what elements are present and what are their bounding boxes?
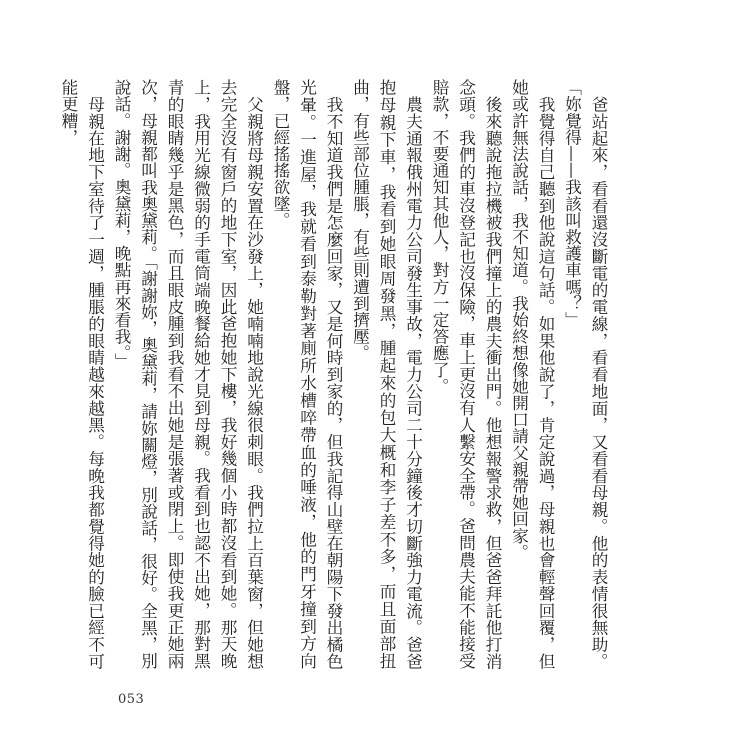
paragraph-2: 我覺得自己聽到他說這句話。如果他說了，肯定說過，母親也會輕聲回覆，但她或許無法說話，我不知道。我始終想像她開口請父親帶她回家。 [509, 79, 555, 669]
paragraph-4: 農夫通報俄州電力公司發生事故，電力公司二十分鐘後才切斷強力電流。爸爸抱母親下車，我看到她眼周發黑，腫起來的包大概和李子差不多，而且面部扭曲，有些部位腫脹，有些則遭到擠壓。 [350, 79, 423, 669]
paragraph-3: 後來聽說拖拉機被我們撞上的農夫衝出門。他想報警求救，但爸爸拜託他打消念頭。我們的車沒登記也沒保險，車上更沒有人繫安全帶。爸問農夫能不能接受賠款，不要通知其他人，對方一定答應了。 [430, 79, 502, 669]
paragraph-1: 爸站起來，看看還沒斷電的電線，看看地面，又看看母親。他的表情很無助。「妳覺得——我該叫救護車嗎？」 [562, 79, 608, 669]
paragraph-7: 母親在地下室待了一週，腫脹的眼睛越來越黑。每晚我都覺得她的臉已經不可能更糟， [59, 79, 105, 669]
paragraph-6: 父親將母親安置在沙發上，她喃喃地說光線很刺眼。我們拉上百葉窗，但她想去完全沒有窗戶的地下室，因此爸抱她下樓，我好幾個小時都沒看到她。那天晚上，我用光線微弱的手電筒端晚餐給她才見到母親。我看到也認不出她，那對黑青的眼睛幾乎是黑色，而且眼皮腫到我看不出她是張著或閉上。即使我更正她兩次，母親都叫我奧黛莉。「謝謝妳，奧黛莉，請妳關燈，別說話，很好。全黑，別說話。謝謝。奧黛莉，晚點再來看我。」 [112, 79, 264, 669]
paragraph-5: 我不知道我們是怎麼回家，又是何時到家的，但我記得山壁在朝陽下發出橘色光暈。一進屋，我就看到泰勒對著廁所水槽啐帶血的唾液，他的門牙撞到方向盤，已經搖搖欲墜。 [271, 79, 343, 669]
page-number: 053 [118, 692, 145, 707]
vertical-text-body [59, 79, 611, 669]
